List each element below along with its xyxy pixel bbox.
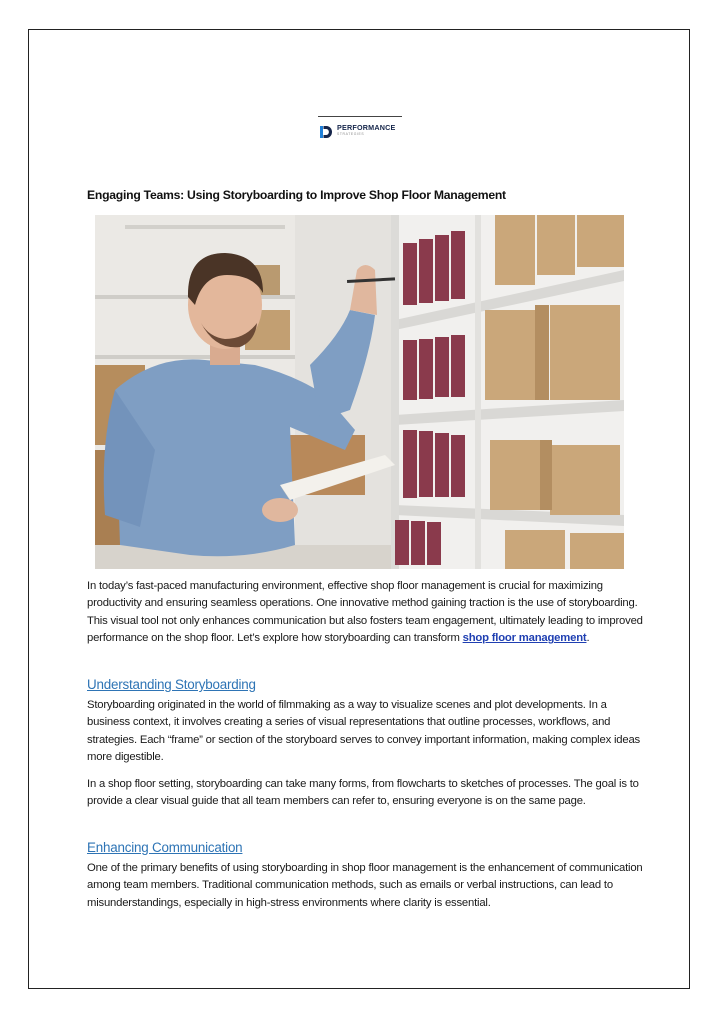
shop-floor-management-link[interactable]: shop floor management (462, 632, 587, 645)
logo-tagline: STRATEGIES (337, 132, 365, 137)
section-paragraph: In a shop floor setting, storyboarding can take many forms, from flowcharts to sketches of processes. The goal is to provide a clear visual guide that all team members can refer to, ensuring everyone is on the same page. (87, 778, 639, 808)
section-heading-understanding: Understanding Storyboarding (87, 677, 256, 692)
company-logo (320, 124, 396, 137)
logo-divider (318, 116, 402, 117)
intro-text-end: . (586, 632, 590, 645)
logo-name: PERFORMANCE (337, 123, 396, 132)
intro-paragraph (87, 578, 643, 648)
logo-mark-icon (320, 125, 332, 137)
section-paragraph: Storyboarding originated in the world of filmmaking as a way to visualize scenes and plot developments. In a business context, it involves creating a series of visual representations that outline processes, workflows, and strategies. Each “frame” or section of the storyboard serves to convey important information, making complex ideas more digestible. (87, 699, 640, 764)
section-heading-communication: Enhancing Communication (87, 840, 243, 855)
intro-text: In today’s fast-paced manufacturing environment, effective shop floor management is crucial for maximizing productivity and ensuring seamless operations. One innovative method gaining traction is the use of storyboarding. This visual tool not only enhances communication but also fosters team engagement, ultimately leading to improved performance on the shop floor. Let’s explore how storyboarding can transform (87, 580, 643, 645)
hero-image (95, 215, 624, 569)
section-paragraph: One of the primary benefits of using storyboarding in shop floor management is the enhancement of communication among team members. Traditional communication methods, such as emails or verbal instructions, can lead to misunderstandings, especially in high-stress environments where clarity is essential. (87, 862, 643, 909)
document-title: Engaging Teams: Using Storyboarding to Improve Shop Floor Management (87, 188, 506, 202)
